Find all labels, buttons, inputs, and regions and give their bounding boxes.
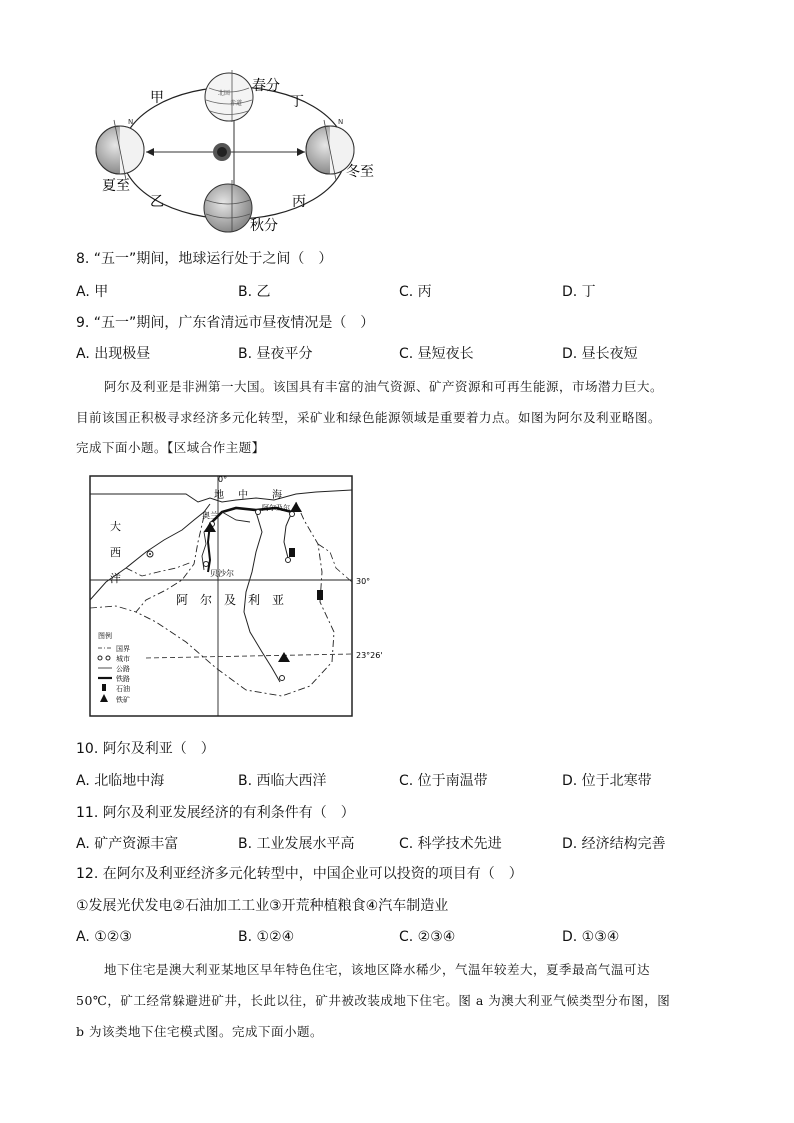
q9-option-d[interactable]: D. 昼长夜短: [562, 346, 638, 362]
city-south: [280, 676, 285, 681]
passage2-line-2: 50℃，矿工经常躲避进矿井，长此以往，矿井被改装成地下住宅。图 a 为澳大利亚气候类型分布图，图: [76, 993, 671, 1008]
passage1-line-2: 目前该国正积极寻求经济多元化转型，采矿业和绿色能源领域是重要着力点。如图为阿尔及利亚略图。: [76, 410, 662, 425]
label-lat-30: 30°: [356, 577, 371, 586]
q11-option-b[interactable]: B. 工业发展水平高: [238, 836, 355, 852]
algeria-map: [86, 472, 383, 722]
city-bechar: [204, 562, 209, 567]
q12-option-a[interactable]: A. ①②③: [76, 929, 132, 945]
globe-spring: [205, 70, 253, 122]
label-meridian: 0°: [218, 475, 228, 484]
oil-icon-2: [317, 590, 323, 600]
legend-oil: 石油: [116, 685, 130, 693]
label-winter: 冬至: [346, 164, 374, 180]
label-algiers: 阿尔及尔: [262, 504, 290, 512]
city-morocco-dot: [149, 553, 151, 555]
question-10-stem: 10. 阿尔及利亚（ ）: [76, 741, 215, 757]
arrow-right: [297, 148, 305, 156]
oil-icon-1: [289, 548, 295, 557]
sun-core: [217, 147, 227, 157]
q10-option-b[interactable]: B. 西临大西洋: [238, 773, 327, 789]
q12-option-d[interactable]: D. ①③④: [562, 929, 620, 945]
q10-option-d[interactable]: D. 位于北寒带: [562, 773, 652, 789]
q8-option-a[interactable]: A. 甲: [76, 284, 109, 300]
city-east-2: [286, 558, 291, 563]
globe-summer: [96, 118, 144, 180]
arrow-left: [146, 148, 154, 156]
label-ocean-2: 西: [110, 546, 121, 559]
q9-option-c[interactable]: C. 昼短夜长: [399, 346, 474, 362]
legend-railway: 铁路: [116, 675, 130, 683]
label-autumn: 秋分: [250, 218, 278, 234]
q10-option-a[interactable]: A. 北临地中海: [76, 773, 165, 789]
label-yi: 乙: [150, 194, 164, 210]
legend-iron: 铁矿: [116, 696, 130, 704]
question-9-stem: 9. “五一”期间，广东省清远市昼夜情况是（ ）: [76, 315, 375, 331]
label-sea-3: 海: [272, 490, 282, 501]
label-oran: 奥兰: [202, 511, 218, 520]
svg-text:N: N: [128, 118, 134, 126]
q9-option-b[interactable]: B. 昼夜平分: [238, 346, 313, 362]
earth-orbit-diagram: [80, 60, 400, 240]
label-country: 阿 尔 及 利 亚: [176, 593, 285, 607]
passage1-line-3: 完成下面小题。【区域合作主题】: [76, 440, 265, 455]
q8-option-c[interactable]: C. 丙: [399, 284, 432, 300]
q10-option-c[interactable]: C. 位于南温带: [399, 773, 488, 789]
q8-option-d[interactable]: D. 丁: [562, 284, 596, 300]
legend-title: 图例: [98, 632, 112, 640]
svg-text:N: N: [338, 118, 344, 126]
q11-option-a[interactable]: A. 矿产资源丰富: [76, 836, 179, 852]
label-ocean-3: 洋: [110, 572, 121, 585]
label-summer: 夏至: [102, 178, 130, 194]
q8-option-b[interactable]: B. 乙: [238, 284, 271, 300]
label-bechar: 贝沙尔: [210, 569, 234, 578]
svg-text:赤道: 赤道: [230, 100, 243, 107]
label-bing: 丙: [292, 194, 306, 210]
passage1-line-1: 阿尔及利亚是非洲第一大国。该国具有丰富的油气资源、矿产资源和可再生能源，市场潜力巨大。: [104, 379, 664, 394]
question-8-stem: 8. “五一”期间，地球运行处于之间（ ）: [76, 251, 333, 267]
label-lat-tropic: 23°26': [356, 651, 383, 660]
label-sea-1: 地: [214, 490, 224, 501]
city-east-1: [290, 512, 295, 517]
legend-road: 公路: [116, 665, 130, 673]
q12-option-c[interactable]: C. ②③④: [399, 929, 456, 945]
legend-city: 城市: [116, 655, 130, 663]
label-sea-2: 中: [238, 490, 248, 501]
label-spring: 春分: [252, 78, 280, 94]
q9-option-a[interactable]: A. 出现极昼: [76, 346, 151, 362]
passage2-line-1: 地下住宅是澳大利亚某地区早年特色住宅，该地区降水稀少，气温年较差大，夏季最高气温可达: [104, 962, 651, 977]
q11-option-d[interactable]: D. 经济结构完善: [562, 836, 666, 852]
label-ocean-1: 大: [110, 520, 121, 533]
question-11-stem: 11. 阿尔及利亚发展经济的有利条件有（ ）: [76, 805, 355, 821]
legend-border: 国界: [116, 645, 130, 653]
city-algiers: [256, 510, 261, 515]
label-ding: 丁: [290, 94, 304, 110]
question-12-stem: 12. 在阿尔及利亚经济多元化转型中，中国企业可以投资的项目有（ ）: [76, 866, 523, 882]
label-jia: 甲: [150, 90, 164, 106]
passage2-line-3: b 为该类地下住宅模式图。完成下面小题。: [76, 1024, 323, 1039]
globe-autumn: [204, 180, 252, 232]
question-12-sub: ①发展光伏发电②石油加工工业③开荒种植粮食④汽车制造业: [76, 898, 449, 914]
q11-option-c[interactable]: C. 科学技术先进: [399, 836, 502, 852]
svg-text:北回: 北回: [218, 90, 231, 97]
q12-option-b[interactable]: B. ①②④: [238, 929, 295, 945]
